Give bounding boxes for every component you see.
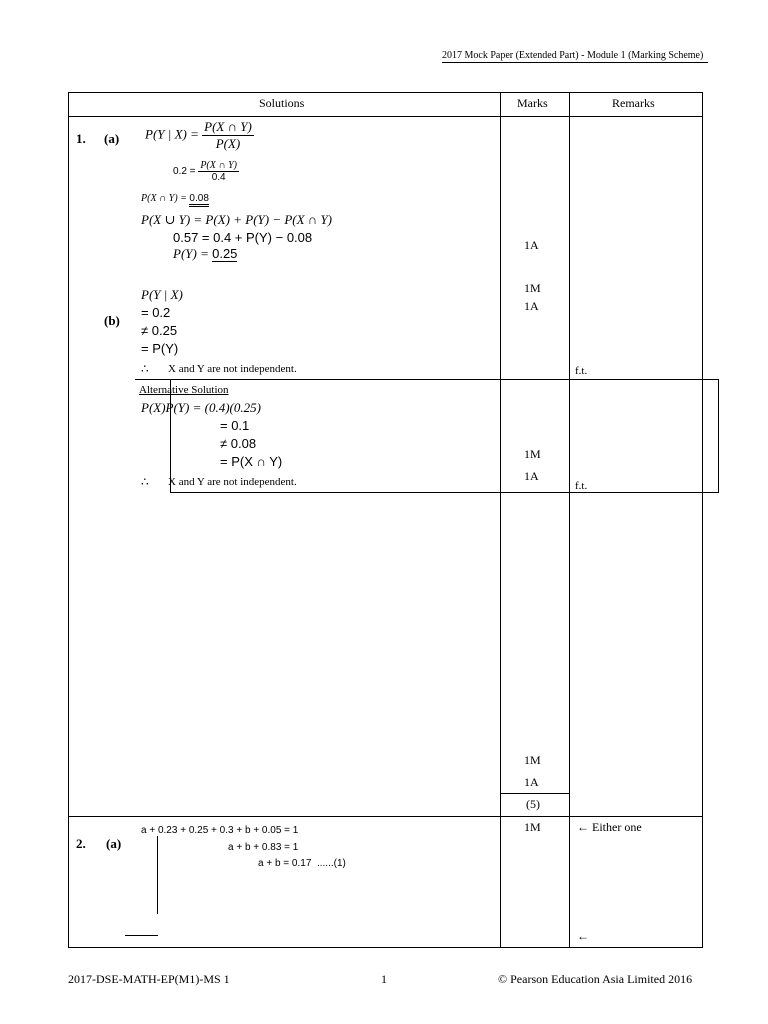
q2-short-rule	[125, 935, 158, 936]
q1a-line1-numerator: P(X ∩ Y)	[204, 119, 252, 134]
q2a-line2: a + b + 0.83 = 1	[228, 842, 299, 853]
question-2-number: 2.	[76, 836, 86, 851]
q1a-substitution	[173, 160, 239, 183]
q1a-union-substitution: 0.57 = 0.4 + P(Y) − 0.08	[173, 230, 313, 245]
q2a-equation-ref: ......(1)	[316, 858, 346, 869]
remarks-column-left	[569, 92, 570, 948]
total-box-top	[500, 793, 569, 794]
q1-mark: 1A	[524, 775, 539, 789]
alt-solution-heading: Alternative Solution	[139, 384, 229, 396]
q2a-line1: a + 0.23 + 0.25 + 0.3 + b + 0.05 = 1	[141, 825, 299, 836]
solutions-header: Solutions	[259, 96, 305, 110]
q1-part-b-label: (b)	[104, 313, 120, 328]
marks-header: Marks	[517, 96, 548, 110]
alt-line4: = P(X ∩ Y)	[220, 454, 283, 469]
table-bottom-border	[68, 947, 702, 948]
q1-part-a-label: (a)	[104, 131, 120, 146]
question-1-number: 1.	[76, 131, 86, 146]
table-right-border	[702, 92, 703, 948]
q1-mark: 1M	[524, 281, 541, 295]
q1a-line6-lhs: P(Y) =	[173, 246, 213, 261]
q1a-line2-denominator: 0.4	[211, 172, 226, 183]
q1b-conclusion: X and Y are not independent.	[168, 363, 297, 375]
q2-remark-either-one: ← Either one	[577, 820, 642, 834]
q1a-line1-denominator: P(X)	[215, 136, 241, 151]
left-arrow-icon: ←	[577, 929, 589, 943]
q1a-py-result	[173, 246, 237, 262]
q1b-therefore-symbol: ∴	[141, 362, 149, 376]
footer-paper-code: 2017-DSE-MATH-EP(M1)-MS 1	[68, 972, 230, 986]
q1-remark-follow-through: f.t.	[575, 480, 588, 492]
alt-conclusion: X and Y are not independent.	[168, 476, 297, 488]
q1-mark: 1M	[524, 753, 541, 767]
alt-line1: P(X)P(Y) = (0.4)(0.25)	[141, 400, 261, 415]
header-underline	[442, 62, 708, 63]
q1-mark: 1A	[524, 238, 539, 252]
table-header-divider	[68, 116, 702, 117]
q1a-line2-lhs: 0.2 =	[173, 166, 199, 178]
q1a-line3-value: 0.08	[189, 193, 208, 207]
q1a-line2-numerator: P(X ∩ Y)	[200, 160, 237, 171]
q1-mark: 1A	[524, 469, 539, 483]
q1b-line3: ≠ 0.25	[141, 323, 178, 338]
table-left-border	[68, 92, 69, 948]
alt-box-top	[135, 379, 718, 380]
q1a-union-formula: P(X ∪ Y) = P(X) + P(Y) − P(X ∩ Y)	[141, 212, 333, 227]
q1-q2-divider	[68, 816, 702, 817]
q1b-line2: = 0.2	[141, 305, 171, 320]
alt-box-right	[718, 379, 719, 493]
table-top-border	[68, 92, 702, 93]
page-header-title: 2017 Mock Paper (Extended Part) - Module 1 (Marking Scheme)	[442, 50, 704, 61]
q2-mark: 1M	[524, 820, 541, 834]
q2-bracket-line	[157, 836, 158, 914]
q1a-line3-lhs: P(X ∩ Y) =	[141, 193, 190, 204]
q1a-conditional-formula	[145, 119, 254, 152]
q1a-intersection-result	[141, 193, 209, 204]
alt-box-bottom	[170, 492, 718, 493]
q1-total-marks: (5)	[526, 797, 540, 811]
q2a-line3-eq: a + b = 0.17	[258, 858, 312, 869]
q2-part-a-label: (a)	[106, 836, 122, 851]
q1-mark: 1M	[524, 447, 541, 461]
marks-column-left	[500, 92, 501, 948]
q2a-line3	[258, 858, 346, 869]
footer-copyright: © Pearson Education Asia Limited 2016	[498, 972, 693, 986]
footer-page-number: 1	[381, 972, 387, 986]
q1b-line4: = P(Y)	[141, 341, 179, 356]
q1b-line1: P(Y | X)	[141, 287, 183, 302]
alt-line2: = 0.1	[220, 418, 250, 433]
q1a-line1-lhs: P(Y | X) =	[145, 126, 203, 142]
alt-therefore-symbol: ∴	[141, 475, 149, 489]
q1-remark-follow-through: f.t.	[575, 365, 588, 377]
q1-mark: 1A	[524, 299, 539, 313]
q1a-line6-value: 0.25	[212, 246, 238, 261]
alt-line3: ≠ 0.08	[220, 436, 257, 451]
remarks-header: Remarks	[612, 96, 655, 110]
